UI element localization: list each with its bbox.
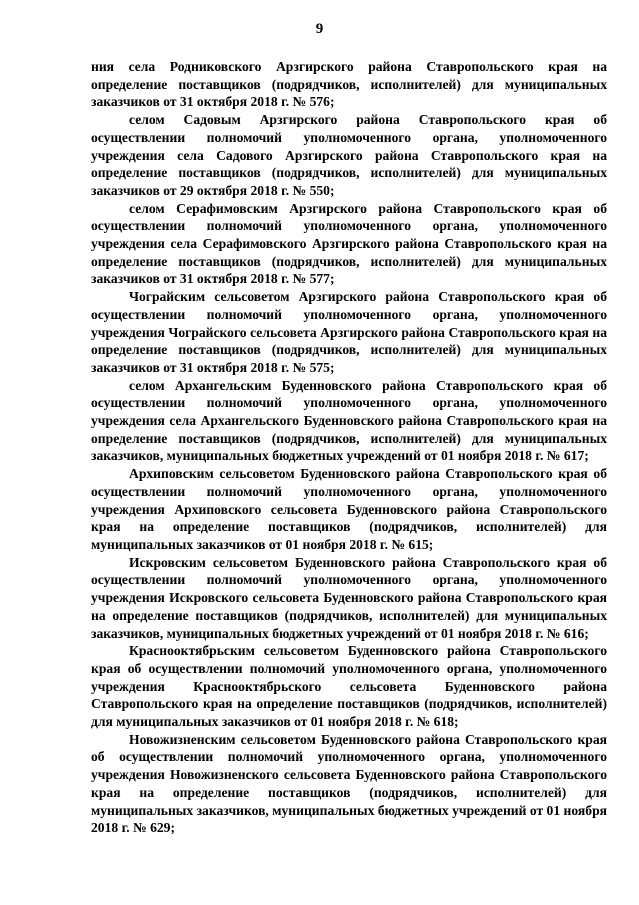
document-body	[91, 58, 607, 837]
paragraph-3: селом Серафимовским Арзгирского района Ставропольского края об осуществлении полномочий уполномоченного органа, уполномоченного учреждения села Серафимовского Арзгирского района Ставропольского края на определение поставщиков (подрядчиков, исполнителей) для муниципальных заказчиков от 31 октября 2018 г. № 577;	[91, 200, 607, 287]
paragraph-7: Искровским сельсоветом Буденновского района Ставропольского края об осуществлении полномочий уполномоченного органа, уполномоченного учреждения Искровского сельсовета Буденновского района Ставропольского края на определение поставщиков (подрядчиков, исполнителей) для муниципальных заказчиков, муниципальных бюджетных учреждений от 01 ноября 2018 г. № 616;	[91, 554, 607, 641]
paragraph-1: ния села Родниковского Арзгирского района Ставропольского края на определение поставщиков (подрядчиков, исполнителей) для муниципальных заказчиков от 31 октября 2018 г. № 576;	[91, 59, 607, 110]
paragraph-2: селом Садовым Арзгирского района Ставропольского края об осуществлении полномочий уполномоченного органа, уполномоченного учреждения села Садового Арзгирского района Ставропольского края на определение поставщиков (подрядчиков, исполнителей) для муниципальных заказчиков от 29 октября 2018 г. № 550;	[91, 112, 607, 198]
paragraph-4: Чограйским сельсоветом Арзгирского района Ставропольского края об осуществлении полномочий уполномоченного органа, уполномоченного учреждения Чограйского сельсовета Арзгирского района Ставропольского края на определение поставщиков (подрядчиков, исполнителей) для муниципальных заказчиков от 31 октября 2018 г. № 575;	[91, 289, 607, 375]
paragraph-9: Новожизненским сельсоветом Буденновского района Ставропольского края об осуществлении полномочий уполномоченного органа, уполномоченного учреждения Новожизненского сельсовета Буденновского района Ставропольского края на определение поставщиков (подрядчиков, исполнителей) для муниципальных заказчиков, муниципальных бюджетных учреждений от 01 ноября 2018 г. № 629;	[91, 731, 607, 836]
paragraph-5: селом Архангельским Буденновского района Ставропольского края об осуществлении полномочий уполномоченного органа, уполномоченного учреждения села Архангельского Буденновского района Ставропольского края на определение поставщиков (подрядчиков, исполнителей) для муниципальных заказчиков, муниципальных бюджетных учреждений от 01 ноября 2018 г. № 617;	[91, 377, 607, 464]
paragraph-8: Краснооктябрьским сельсоветом Буденновского района Ставропольского края об осуществлении полномочий уполномоченного органа, уполномоченного учреждения Краснооктябрьского сельсовета Буденновского района Ставропольского края на определение поставщиков (подрядчиков, исполнителей) для муниципальных заказчиков от 01 ноября 2018 г. № 618;	[91, 643, 607, 730]
page-number: 9	[315, 21, 324, 37]
paragraph-6: Архиповским сельсоветом Буденновского района Ставропольского края об осуществлении полномочий уполномоченного органа, уполномоченного учреждения Архиповского сельсовета Буденновского района Ставропольского края на определение поставщиков (подрядчиков, исполнителей) для муниципальных заказчиков от 01 ноября 2018 г. № 615;	[91, 466, 607, 552]
